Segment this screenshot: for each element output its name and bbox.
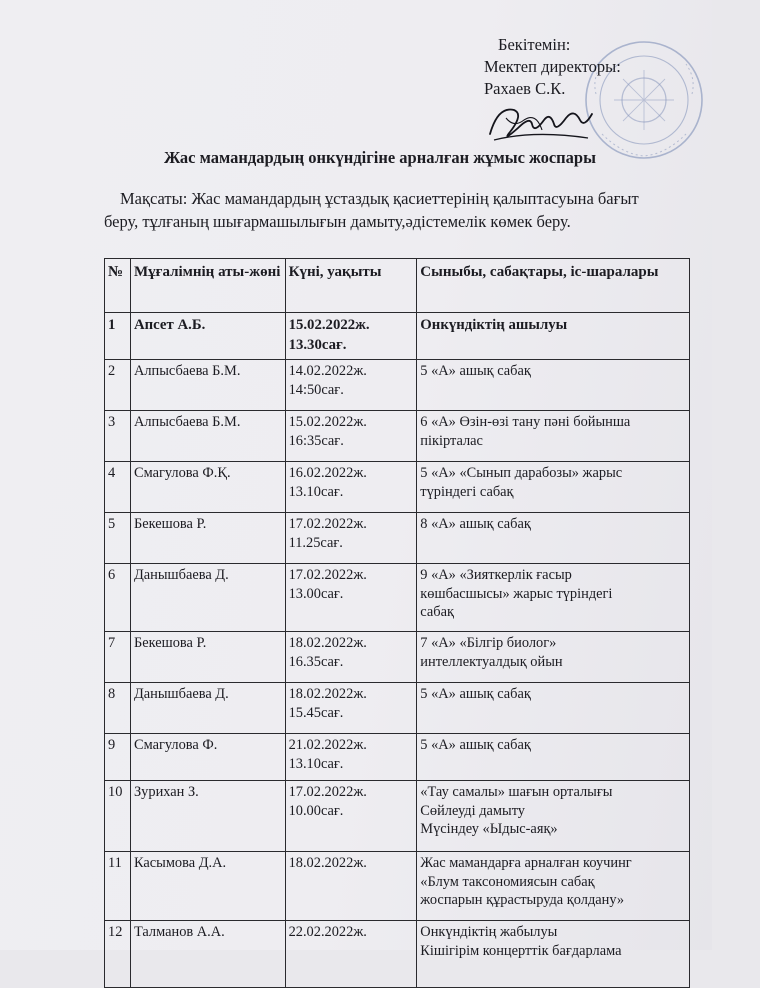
event-date: 15.02.2022ж. <box>288 414 367 430</box>
teacher-name: Алпысбаева Б.М. <box>130 411 285 462</box>
row-number: 2 <box>105 360 131 411</box>
event-line: Сөйлеуді дамыту <box>420 802 525 819</box>
row-number: 8 <box>105 683 131 734</box>
event-line: түріндегі сабақ <box>420 483 514 500</box>
row-number: 9 <box>105 734 131 781</box>
event-time: 13.00сағ. <box>288 585 344 602</box>
event-cell <box>417 632 690 683</box>
date-time-cell <box>285 632 417 683</box>
event-date: 17.02.2022ж. <box>288 567 367 583</box>
director-signature <box>484 100 594 146</box>
event-date: 15.02.2022ж. <box>288 317 370 333</box>
event-line: 5 «А» ашық сабақ <box>420 686 531 702</box>
event-line: 8 «А» ашық сабақ <box>420 516 531 532</box>
date-time-cell <box>285 683 417 734</box>
event-line: пікірталас <box>420 432 483 449</box>
event-cell <box>417 462 690 513</box>
event-time: 11.25сағ. <box>288 534 343 551</box>
table-row <box>105 683 690 734</box>
table-row <box>105 852 690 921</box>
table-row <box>105 313 690 360</box>
teacher-name: Апсет А.Б. <box>130 313 285 360</box>
event-time: 16.35сағ. <box>288 653 344 670</box>
event-line: 5 «А» ашық сабақ <box>420 737 531 753</box>
date-time-cell <box>285 313 417 360</box>
director-name: Рахаев С.К. <box>484 79 566 98</box>
teacher-name: Данышбаева Д. <box>130 564 285 632</box>
event-cell <box>417 513 690 564</box>
row-number: 3 <box>105 411 131 462</box>
event-cell <box>417 852 690 921</box>
event-line: көшбасшысы» жарыс түріндегі <box>420 585 613 602</box>
header-datetime: Күні, уақыты <box>285 259 417 313</box>
event-line: Кішігірім концерттік бағдарлама <box>420 942 622 959</box>
event-time: 13.10сағ. <box>288 755 344 772</box>
event-time: 14:50сағ. <box>288 381 344 398</box>
teacher-name: Бекешова Р. <box>130 632 285 683</box>
table-body <box>105 313 690 988</box>
table-row <box>105 564 690 632</box>
teacher-name: Данышбаева Д. <box>130 683 285 734</box>
table-row <box>105 513 690 564</box>
row-number: 11 <box>105 852 131 921</box>
event-line: «Тау самалы» шағын орталығы <box>420 784 613 800</box>
table-row <box>105 632 690 683</box>
schedule-table <box>104 258 690 988</box>
event-date: 18.02.2022ж. <box>288 855 367 871</box>
approval-block <box>484 34 621 100</box>
event-line: 5 «А» «Сынып дарабозы» жарыс <box>420 465 623 481</box>
event-cell <box>417 734 690 781</box>
event-date: 18.02.2022ж. <box>288 635 367 651</box>
event-time: 10.00сағ. <box>288 802 344 819</box>
event-date: 18.02.2022ж. <box>288 686 367 702</box>
teacher-name: Бекешова Р. <box>130 513 285 564</box>
event-line: Онкүндіктің жабылуы <box>420 924 558 940</box>
event-cell <box>417 683 690 734</box>
event-line: 5 «А» ашық сабақ <box>420 363 531 379</box>
row-number: 10 <box>105 781 131 852</box>
date-time-cell <box>285 360 417 411</box>
table-row <box>105 781 690 852</box>
teacher-name: Касымова Д.А. <box>130 852 285 921</box>
approval-label: Бекітемін: <box>498 35 571 54</box>
event-time: 16:35сағ. <box>288 432 344 449</box>
date-time-cell <box>285 564 417 632</box>
event-cell <box>417 781 690 852</box>
table-row <box>105 462 690 513</box>
row-number: 1 <box>105 313 131 360</box>
event-time: 13.30сағ. <box>288 337 347 353</box>
event-line: Жас мамандарға арналған коучинг <box>420 855 632 871</box>
header-number: № <box>105 259 131 313</box>
date-time-cell <box>285 852 417 921</box>
date-time-cell <box>285 734 417 781</box>
event-cell <box>417 564 690 632</box>
row-number: 6 <box>105 564 131 632</box>
event-date: 22.02.2022ж. <box>288 924 367 940</box>
row-number: 7 <box>105 632 131 683</box>
event-cell <box>417 360 690 411</box>
teacher-name: Зурихан З. <box>130 781 285 852</box>
table-row <box>105 411 690 462</box>
table-row <box>105 734 690 781</box>
event-cell <box>417 313 690 360</box>
event-time: 15.45сағ. <box>288 704 344 721</box>
table-header-row <box>105 259 690 313</box>
teacher-name: Смагулова Ф.Қ. <box>130 462 285 513</box>
row-number: 4 <box>105 462 131 513</box>
teacher-name: Алпысбаева Б.М. <box>130 360 285 411</box>
date-time-cell <box>285 462 417 513</box>
event-date: 14.02.2022ж. <box>288 363 367 379</box>
event-cell <box>417 411 690 462</box>
date-time-cell <box>285 921 417 988</box>
event-line: Мүсіндеу «Ыдыс-аяқ» <box>420 821 558 837</box>
event-line: «Блум таксономиясын сабақ <box>420 873 595 890</box>
director-title: Мектеп директоры: <box>484 57 621 76</box>
purpose-paragraph: Мақсаты: Жас мамандардың ұстаздық қасиеттерінің қалыптасуына бағыт беру, тұлғаның шығармашылығын дамыту,әдістемелік көмек беру. <box>104 189 639 231</box>
document-title: Жас мамандардың онкүндігіне арналған жұмыс жоспары <box>164 148 596 167</box>
row-number: 5 <box>105 513 131 564</box>
teacher-name: Смагулова Ф. <box>130 734 285 781</box>
event-cell <box>417 921 690 988</box>
event-line: сабақ <box>420 604 454 620</box>
date-time-cell <box>285 513 417 564</box>
event-date: 17.02.2022ж. <box>288 516 367 532</box>
event-date: 21.02.2022ж. <box>288 737 367 753</box>
event-line: жоспарын құрастыруда қолдану» <box>420 892 625 908</box>
event-line: Онкүндіктің ашылуы <box>420 317 568 333</box>
date-time-cell <box>285 781 417 852</box>
event-line: 7 «А» «Білгір биолог» <box>420 635 557 651</box>
event-time: 13.10сағ. <box>288 483 344 500</box>
event-line: интеллектуалдық ойын <box>420 653 563 670</box>
teacher-name: Талманов А.А. <box>130 921 285 988</box>
event-date: 17.02.2022ж. <box>288 784 367 800</box>
table-row <box>105 921 690 988</box>
event-line: 6 «А» Өзін-өзі тану пәні бойынша <box>420 414 631 430</box>
date-time-cell <box>285 411 417 462</box>
header-teacher: Мұғалімнің аты-жөні <box>130 259 285 313</box>
event-date: 16.02.2022ж. <box>288 465 367 481</box>
table-row <box>105 360 690 411</box>
header-event: Сыныбы, сабақтары, іс-шаралары <box>417 259 690 313</box>
row-number: 12 <box>105 921 131 988</box>
event-line: 9 «А» «Зияткерлік ғасыр <box>420 567 572 583</box>
